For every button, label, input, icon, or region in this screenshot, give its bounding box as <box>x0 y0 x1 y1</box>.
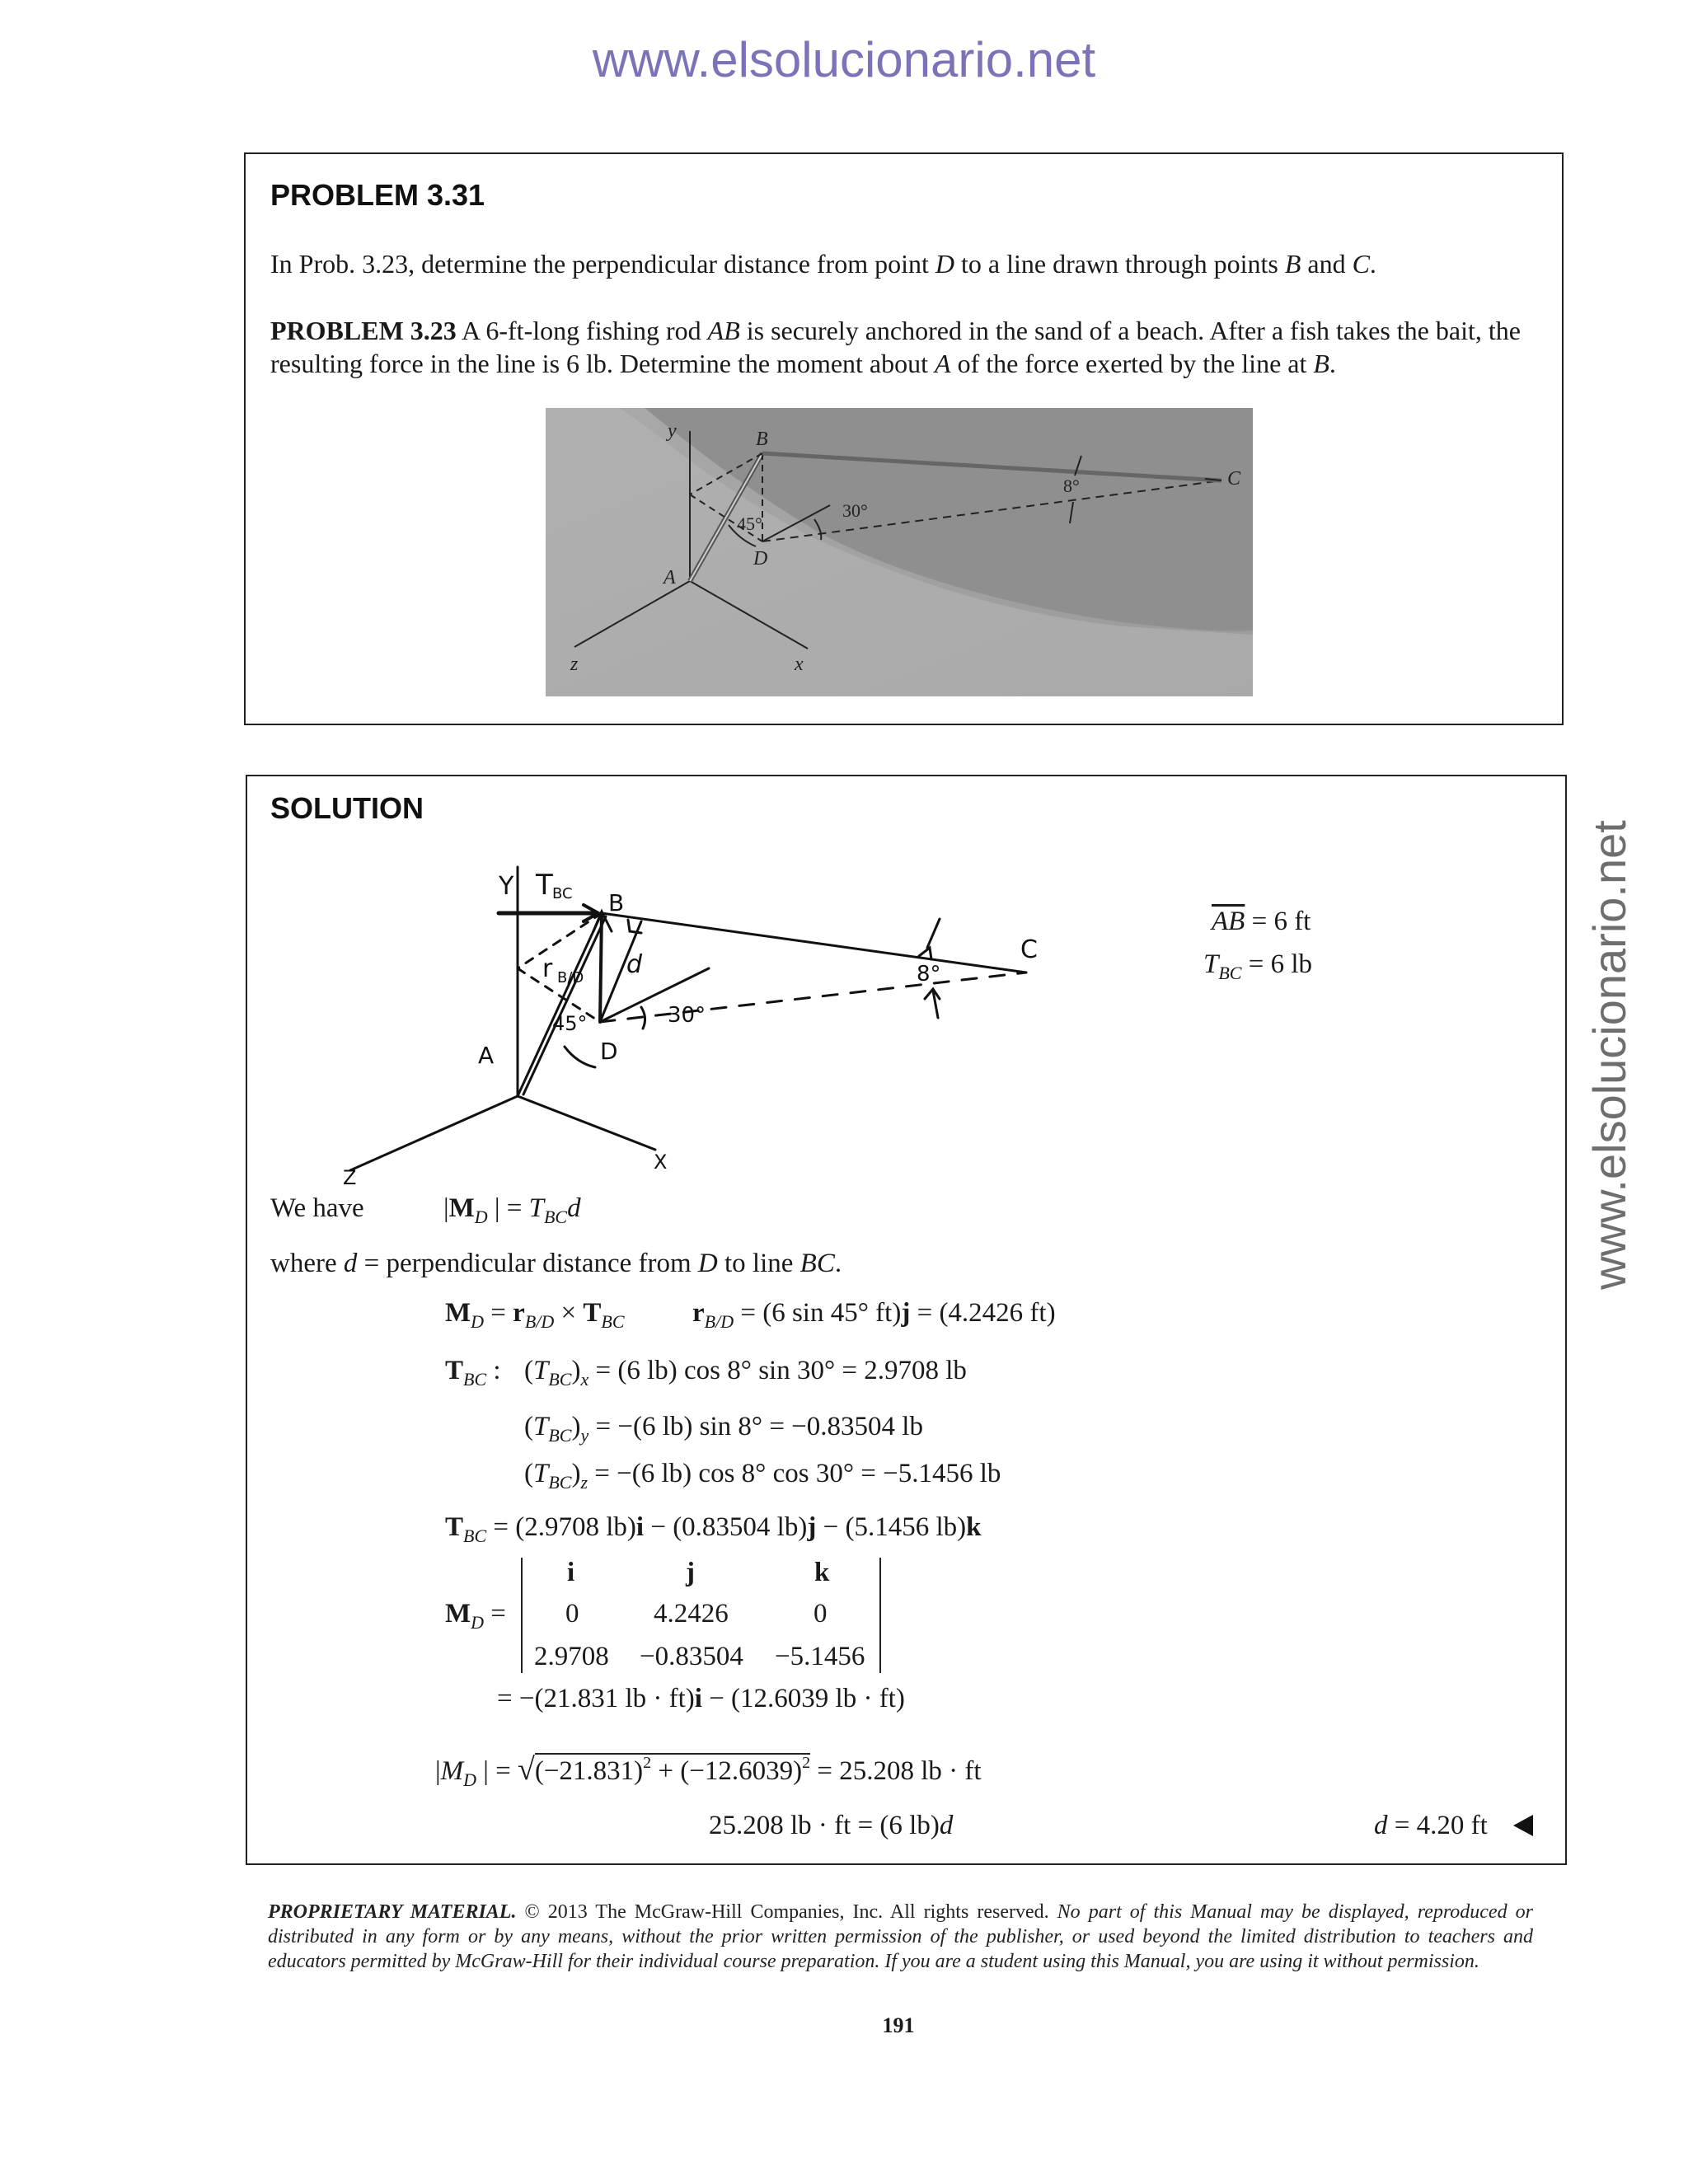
given-ab-symbol: $\overline{AB}$ <box>1212 907 1245 936</box>
tbc-z <box>524 1459 1001 1493</box>
rod-ab: AB <box>707 316 740 345</box>
eq-text: = (6 lb) cos 8° sin 30° = 2.9708 lb <box>588 1356 967 1385</box>
sketch-8-arrow-top <box>927 919 940 948</box>
point-b: B <box>1284 249 1301 279</box>
label-c: C <box>1227 468 1241 490</box>
sketch-label-bd: B/D <box>557 969 584 987</box>
eq-md-cross <box>445 1298 625 1332</box>
reference-heading: PROBLEM 3.23 <box>270 316 457 345</box>
sketch-label-t: T <box>536 869 553 902</box>
eq-text: d <box>939 1811 954 1840</box>
label-x: x <box>795 654 804 675</box>
eq-text: D <box>463 1769 476 1790</box>
eq-text: r <box>513 1298 525 1328</box>
sketch-label-z: Z <box>343 1166 357 1187</box>
given-ab <box>1212 907 1311 937</box>
eq-text: BC <box>463 1369 487 1390</box>
eq-text: k <box>966 1512 982 1542</box>
sketch-z-axis <box>350 1096 518 1170</box>
eq-text: | <box>435 1756 441 1786</box>
eq-text: M <box>445 1298 471 1328</box>
label-y: y <box>668 420 677 442</box>
solution-heading: SOLUTION <box>270 791 424 825</box>
det-cell: i <box>567 1558 575 1587</box>
det-right-bar <box>879 1558 881 1673</box>
eq-text: ( <box>524 1412 533 1441</box>
reference-text: A 6-ft-long fishing rod <box>456 316 708 345</box>
eq-text: BC <box>543 1207 568 1227</box>
given-t-value: = 6 lb <box>1241 949 1313 979</box>
eq-text: | <box>443 1193 449 1223</box>
given-ab-value: = 6 ft <box>1245 907 1311 936</box>
eq-text: − (5.1456 lb) <box>816 1512 967 1542</box>
problem-heading: PROBLEM 3.31 <box>270 178 485 212</box>
statement-text: to a line drawn through points <box>954 249 1285 279</box>
eq-text: M <box>445 1599 471 1629</box>
sketch-label-b: B <box>608 889 625 916</box>
eq-text: T <box>445 1512 464 1542</box>
where-text: D <box>697 1249 718 1278</box>
label-b: B <box>756 429 768 450</box>
eq-text: j <box>901 1298 911 1328</box>
where-text: d <box>343 1249 358 1278</box>
where-text: where <box>270 1249 344 1278</box>
answer-symbol: d <box>1374 1811 1388 1840</box>
sketch-label-8: 8° <box>917 962 941 987</box>
eq-text: T <box>528 1193 544 1223</box>
eq-text: T <box>533 1459 549 1488</box>
eq-text: M <box>440 1756 464 1786</box>
sketch-label-a: A <box>478 1042 495 1069</box>
det-cell: k <box>814 1558 830 1587</box>
watermark-top: www.elsolucionario.net <box>592 32 1096 87</box>
eq-text: j <box>807 1512 817 1542</box>
we-have-label: We have <box>270 1193 364 1223</box>
eq-text: d <box>567 1193 581 1223</box>
det-result <box>497 1684 905 1714</box>
statement-text: and <box>1301 249 1353 279</box>
sketch-label-y: Y <box>499 872 514 901</box>
where-text: = perpendicular distance from <box>357 1249 698 1278</box>
reference-text: is securely anchored in the sand of a beach. After a fish takes the bait, the resulting force in the line is 6 lb. Determine the moment about <box>270 316 1521 378</box>
problem-statement <box>270 247 1540 280</box>
eq-text: = <box>484 1599 506 1629</box>
reference-problem <box>270 314 1540 380</box>
eq-text: = −(6 lb) sin 8° = −0.83504 lb <box>588 1412 923 1441</box>
eq-text: BC <box>463 1526 487 1546</box>
footer-label: PROPRIETARY MATERIAL. <box>268 1901 517 1923</box>
eq-text: = −(6 lb) cos 8° cos 30° = −5.1456 lb <box>588 1459 1001 1488</box>
sketch-label-r: r <box>542 954 553 983</box>
label-45: 45° <box>737 513 762 534</box>
footer-text: No part of this Manual may be displayed, reproduced or distributed in any form or by any means, without the prior written permission of the publisher, or used beyond the limited distribution to teachers and educators permitted by McGraw-Hill for their individual course preparation. If you are a student using this Manual, you are using it without permission. <box>268 1901 1533 1972</box>
eq-text: 2 <box>643 1754 652 1772</box>
sketch-x-axis <box>518 1096 655 1150</box>
final-equation <box>709 1811 953 1841</box>
eq-text: B/D <box>524 1311 555 1332</box>
eq-text: = (6 sin 45° ft) <box>734 1298 902 1328</box>
tbc-x <box>524 1356 967 1390</box>
eq-text: : <box>486 1356 501 1385</box>
eq-text: + (−12.6039) <box>651 1756 803 1786</box>
eq-text: ) <box>571 1459 581 1488</box>
eq-text: x <box>580 1369 589 1390</box>
sketch-8-arrowhead-bottom <box>925 989 940 999</box>
eq-text: T <box>445 1356 464 1385</box>
given-tbc <box>1203 949 1313 983</box>
det-left-bar <box>521 1558 523 1673</box>
page-number: 191 <box>882 2013 915 2037</box>
tbc-y <box>524 1412 923 1446</box>
det-cell: 0 <box>814 1599 828 1629</box>
eq-text: BC <box>548 1369 572 1390</box>
eq-text: T <box>533 1412 549 1441</box>
label-d: D <box>753 548 768 569</box>
eq-text: − (12.6039 lb · ft) <box>701 1684 905 1713</box>
label-a: A <box>663 567 676 588</box>
eq-r-bd <box>692 1298 1056 1332</box>
det-cell: 4.2426 <box>654 1599 729 1629</box>
label-z: z <box>570 654 579 675</box>
eq-text: | = <box>476 1756 518 1786</box>
label-30: 30° <box>842 500 868 521</box>
eq-text: × <box>554 1298 584 1328</box>
eq-text: BC <box>548 1472 572 1493</box>
eq-text: i <box>635 1512 645 1542</box>
reference-text: . <box>1329 349 1336 378</box>
answer-value: = 4.20 ft <box>1387 1811 1488 1840</box>
eq-text: − (0.83504 lb) <box>644 1512 808 1542</box>
statement-text: . <box>1369 249 1376 279</box>
det-cell: 0 <box>565 1599 579 1629</box>
eq-text: z <box>580 1472 588 1493</box>
det-lhs <box>445 1599 506 1633</box>
point-d: D <box>935 249 954 279</box>
eq-text: D <box>471 1311 485 1332</box>
eq-text: D <box>471 1612 485 1633</box>
sketch-45-arc <box>565 1047 595 1067</box>
det-cell: j <box>686 1558 695 1587</box>
watermark-side: www.elsolucionario.net <box>1583 820 1635 1290</box>
moment-magnitude <box>435 1751 982 1788</box>
eq-text: BC <box>601 1311 625 1332</box>
sketch-vertical <box>600 913 602 1022</box>
eq-text: = <box>484 1298 513 1328</box>
sketch-label-d-dist: d <box>626 950 643 979</box>
eq-text: 25.208 lb · ft = (6 lb) <box>709 1811 940 1840</box>
eq-text: B/D <box>704 1311 734 1332</box>
det-cell: −5.1456 <box>775 1642 865 1671</box>
det-cell: 2.9708 <box>534 1642 609 1671</box>
problem-figure <box>546 408 1253 696</box>
reference-text: of the force exerted by the line at <box>950 349 1314 378</box>
where-text: BC <box>799 1249 835 1278</box>
sketch-line-bc <box>602 913 1026 972</box>
eq-text: M <box>448 1193 475 1223</box>
statement-text: In Prob. 3.23, determine the perpendicular distance from point <box>270 249 935 279</box>
eq-text: T <box>533 1356 549 1385</box>
solution-sketch <box>330 857 1055 1187</box>
eq-text: i <box>694 1684 702 1713</box>
where-text: . <box>834 1249 842 1278</box>
eq-text: ( <box>524 1356 533 1385</box>
where-text: to line <box>717 1249 800 1278</box>
sketch-label-d: D <box>600 1038 618 1065</box>
eq-text: y <box>580 1425 589 1446</box>
eq-text: = −(21.831 lb · ft) <box>497 1684 695 1713</box>
footer-notice <box>268 1900 1533 1974</box>
eq-text: r <box>692 1298 705 1328</box>
eq-text: = 25.208 lb · ft <box>810 1756 982 1786</box>
eq-text: | = <box>487 1193 529 1223</box>
eq-text: T <box>583 1298 602 1328</box>
eq-text: ) <box>571 1356 581 1385</box>
eq-text: D <box>474 1207 488 1227</box>
label-8: 8° <box>1063 476 1080 496</box>
given-t-symbol: T <box>1203 949 1219 979</box>
sketch-label-c: C <box>1020 935 1038 964</box>
radicand <box>535 1753 810 1786</box>
sketch-dashed-dc <box>600 972 1026 1022</box>
where-definition <box>270 1249 842 1279</box>
sqrt-sign: √ <box>517 1752 535 1787</box>
tbc-label <box>445 1356 501 1390</box>
answer-marker-icon <box>1512 1813 1535 1838</box>
det-cell: −0.83504 <box>640 1642 743 1671</box>
tbc-vector <box>445 1512 982 1546</box>
eq-text: = (2.9708 lb) <box>486 1512 636 1542</box>
eq-text: ) <box>571 1412 581 1441</box>
eq-text: 2 <box>802 1754 811 1772</box>
point-b: B <box>1313 349 1329 378</box>
sketch-label-45: 45° <box>552 1012 588 1035</box>
final-answer <box>1374 1811 1488 1841</box>
eq-text: ( <box>524 1459 533 1488</box>
footer-copyright: © 2013 The McGraw-Hill Companies, Inc. All rights reserved. <box>516 1901 1057 1923</box>
given-t-subscript: BC <box>1218 963 1242 983</box>
eq-text: = (4.2426 ft) <box>910 1298 1056 1328</box>
point-c: C <box>1352 249 1370 279</box>
eq-text: BC <box>548 1425 572 1446</box>
sketch-label-bc: BC <box>552 885 573 902</box>
eq-text: (−21.831) <box>534 1756 644 1786</box>
eq-moment-magnitude <box>443 1193 581 1227</box>
point-a: A <box>935 349 951 378</box>
sketch-label-x: X <box>654 1151 668 1174</box>
sketch-label-30: 30° <box>668 1003 706 1028</box>
